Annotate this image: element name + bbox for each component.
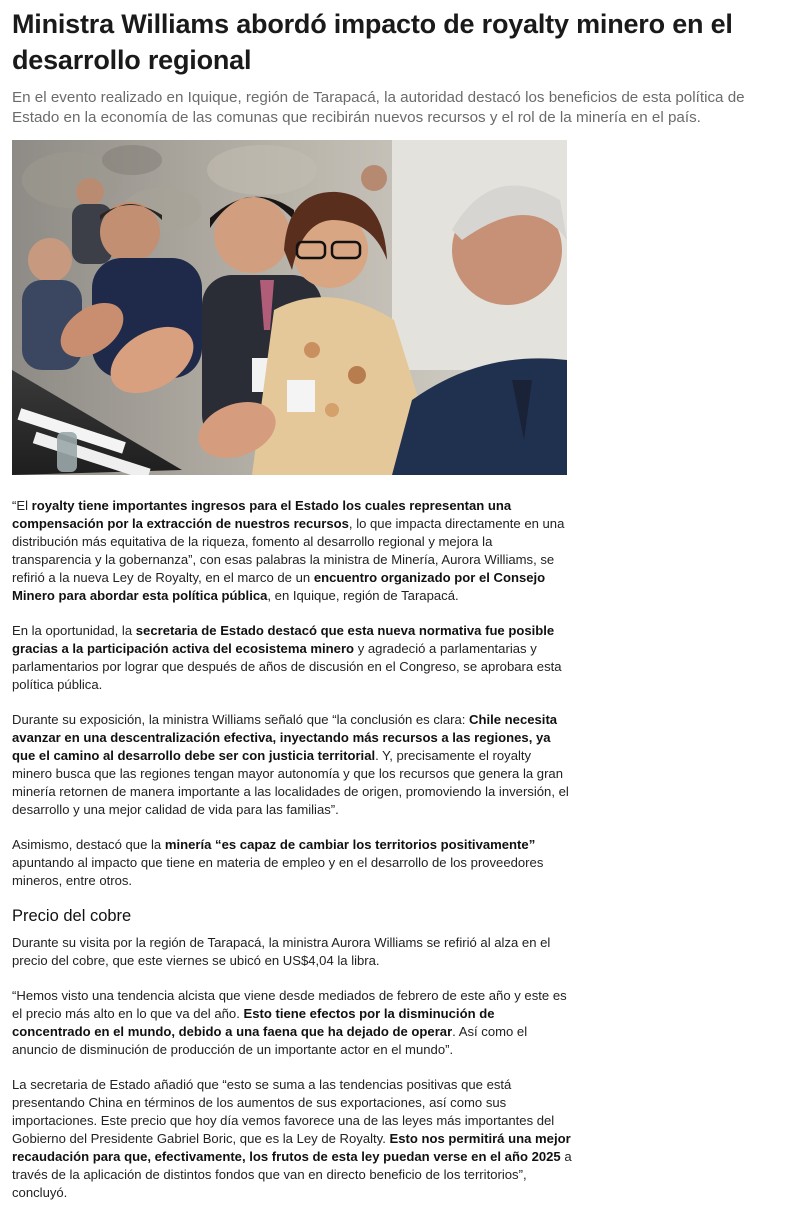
bold-text: Esto nos permitirá una mejor recaudación para que, efectivamente, los frutos de esta ley puedan verse en el año 2025 bbox=[12, 1131, 571, 1164]
bold-text: Esto tiene efectos por la disminución de concentrado en el mundo, debido a una faena que ha dejado de operar bbox=[12, 1006, 495, 1039]
paragraph bbox=[12, 711, 572, 819]
text-run: “El bbox=[12, 498, 32, 513]
paragraph-group-2 bbox=[12, 934, 572, 1202]
paragraph bbox=[12, 1076, 572, 1202]
bold-text: royalty tiene importantes ingresos para el Estado los cuales representan una compensación por la extracción de nuestros recursos bbox=[12, 498, 512, 531]
bold-text: minería “es capaz de cambiar los territorios positivamente” bbox=[164, 837, 536, 852]
article bbox=[12, 0, 788, 1200]
photo-of-event-attendees-applauding-icon bbox=[12, 140, 567, 475]
text-run: apuntando al impacto que tiene en materia de empleo y en el desarrollo de los proveedores mineros, entre otros. bbox=[12, 855, 544, 888]
text-run: y agradeció a parlamentarias y parlamentarios por lograr que después de años de discusión en el Congreso, se aprobara esta política pública. bbox=[12, 641, 562, 692]
paragraph bbox=[12, 836, 572, 890]
text-run: . Y, precisamente el royalty minero busca que las regiones tengan mayor autonomía y que los recursos que genera la gran minería retornen de manera importante a las localidades de origen, promoviendo la inversión, el desarrollo y una mejor calidad de vida para las familias”. bbox=[12, 748, 569, 817]
text-run: Asimismo, destacó que la bbox=[12, 837, 165, 852]
bold-text: encuentro organizado por el Consejo Minero para abordar esta política pública bbox=[12, 570, 546, 603]
article-body bbox=[12, 497, 572, 1219]
text-run: En la oportunidad, la bbox=[12, 623, 136, 638]
article-photo bbox=[12, 140, 567, 475]
text-run: , lo que impacta directamente en una distribución más equitativa de la riqueza, fomento al desarrollo regional y mejora la transparencia y la gobernanza”, con esas palabras la ministra de Minería, Aurora Williams, se refirió a la nueva Ley de Royalty, en el marco de un bbox=[12, 516, 565, 585]
bold-text: secretaria de Estado destacó que esta nueva normativa fue posible gracias a la participación activa del ecosistema minero bbox=[12, 623, 555, 656]
paragraph bbox=[12, 934, 572, 970]
paragraph bbox=[12, 987, 572, 1059]
text-run: Durante su visita por la región de Tarapacá, la ministra Aurora Williams se refirió al alza en el precio del cobre, que este viernes se ubicó en US$4,04 la libra. bbox=[12, 935, 551, 968]
section-heading: Precio del cobre bbox=[12, 907, 132, 925]
text-run: , en Iquique, región de Tarapacá. bbox=[267, 588, 459, 603]
text-run: Durante su exposición, la ministra Williams señaló que “la conclusión es clara: bbox=[12, 712, 470, 727]
text-run: . Así como el anuncio de disminución de producción de un importante actor en el mundo”. bbox=[12, 1024, 528, 1057]
headline: Ministra Williams abordó impacto de royalty minero en el desarrollo regional bbox=[12, 9, 733, 75]
text-run: “Hemos visto una tendencia alcista que viene desde mediados de febrero de este año y este es el precio más alto en lo que va del año. bbox=[12, 988, 567, 1021]
subtitle: En el evento realizado en Iquique, región de Tarapacá, la autoridad destacó los beneficios de esta política de Estado en la economía de las comunas que recibirán nuevos recursos y el rol de la minería en el país. bbox=[12, 89, 745, 126]
paragraph bbox=[12, 497, 572, 605]
text-run: La secretaria de Estado añadió que “esto se suma a las tendencias positivas que está presentando China en términos de los aumentos de sus exportaciones, así como sus importaciones. Este precio que hoy día vemos favorece una de las leyes más importantes del Gobierno del Presidente Gabriel Boric, que es la Ley de Royalty. bbox=[12, 1077, 555, 1146]
paragraph bbox=[12, 622, 572, 694]
paragraph-group-1 bbox=[12, 497, 572, 890]
text-run: a través de la aplicación de distintos fondos que van en directo beneficio de los territorios”, concluyó. bbox=[12, 1149, 572, 1200]
bold-text: Chile necesita avanzar en una descentralización efectiva, inyectando más recursos a las regiones, ya que el camino al desarrollo debe ser con justicia territorial bbox=[12, 712, 558, 763]
